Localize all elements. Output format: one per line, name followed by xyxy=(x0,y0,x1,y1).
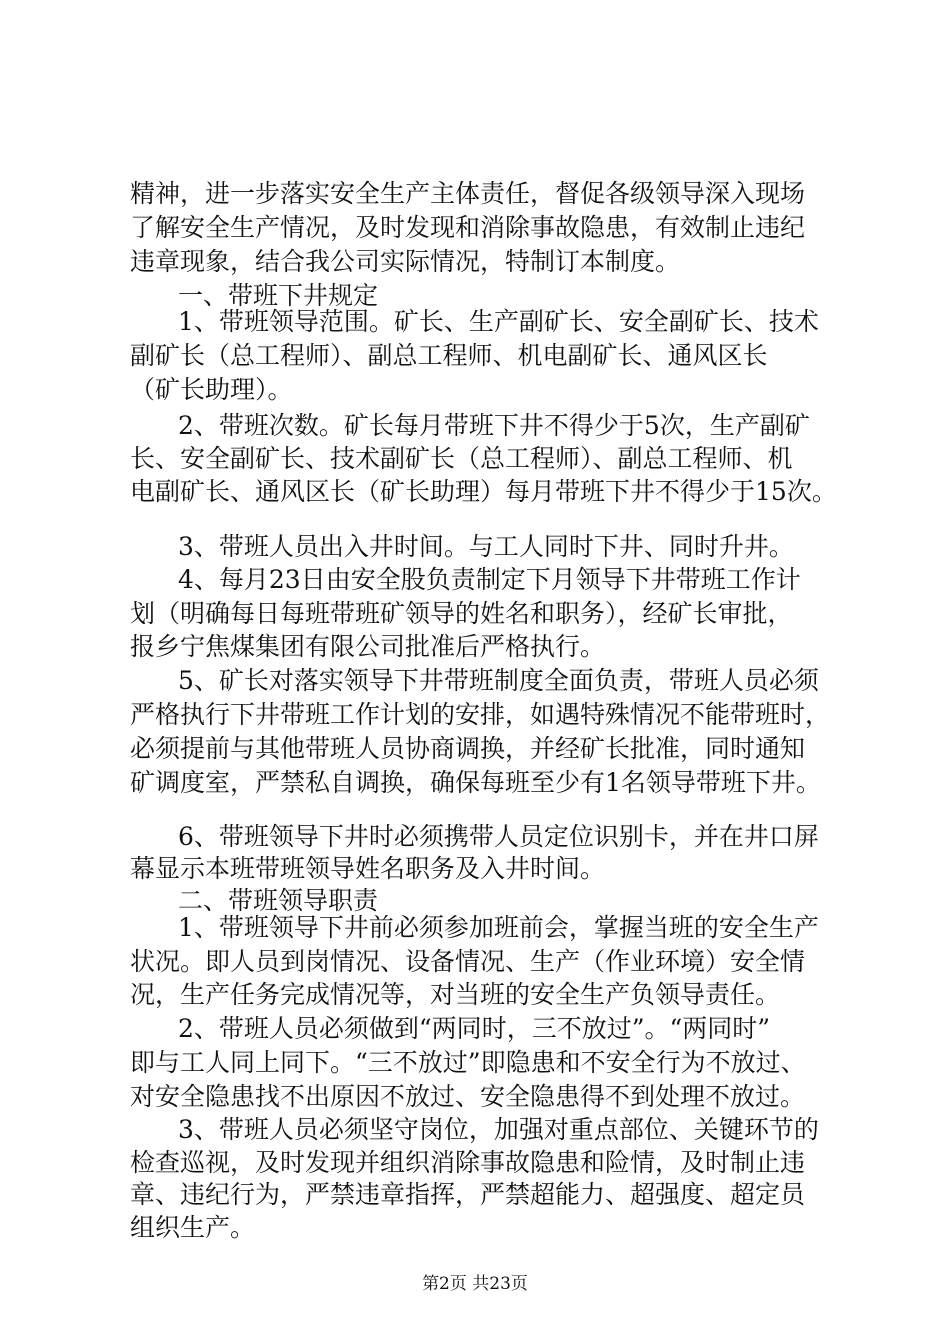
text-line: 3、带班人员必须坚守岗位，加强对重点部位、关键环节的 xyxy=(178,1115,819,1144)
text-line: 严格执行下井带班工作计划的安排，如遇特殊情况不能带班时， xyxy=(130,700,831,729)
text-line: 3、带班人员出入井时间。与工人同时下井、同时升井。 xyxy=(178,532,794,561)
text-line: 电副矿长、通风区长（矿长助理）每月带班下井不得少于15次。 xyxy=(130,477,837,506)
text-line: 报乡宁焦煤集团有限公司批准后严格执行。 xyxy=(130,632,606,661)
text-line: 1、带班领导下井前必须参加班前会，掌握当班的安全生产 xyxy=(178,913,819,942)
text-line: 幕显示本班带班领导姓名职务及入井时间。 xyxy=(130,854,606,883)
text-line: 况，生产任务完成情况等，对当班的安全生产负领导责任。 xyxy=(130,980,781,1009)
section-heading: 一、带班下井规定 xyxy=(178,281,379,310)
text-line: 2、带班次数。矿长每月带班下井不得少于5次，生产副矿 xyxy=(178,411,810,440)
text-line: 精神，进一步落实安全生产主体责任，督促各级领导深入现场 xyxy=(130,179,806,208)
text-line: 了解安全生产情况，及时发现和消除事故隐患，有效制止违纪 xyxy=(130,213,806,242)
text-line: 必须提前与其他带班人员协商调换，并经矿长批准，同时通知 xyxy=(130,734,806,763)
text-line: 划（明确每日每班带班矿领导的姓名和职务），经矿长审批， xyxy=(130,599,793,628)
text-line: 即与工人同上同下。“三不放过”即隐患和不安全行为不放过、 xyxy=(130,1048,806,1077)
text-line: 状况。即人员到岗情况、设备情况、生产（作业环境）安全情 xyxy=(130,947,806,976)
text-line: 副矿长（总工程师）、副总工程师、机电副矿长、通风区长 xyxy=(130,341,768,370)
text-line: 违章现象，结合我公司实际情况，特制订本制度。 xyxy=(130,247,681,276)
text-line: 长、安全副矿长、技术副矿长（总工程师）、副总工程师、机 xyxy=(130,444,793,473)
text-line: 对安全隐患找不出原因不放过、安全隐患得不到处理不放过。 xyxy=(130,1082,806,1111)
text-line: 2、带班人员必须做到“两同时，三不放过”。“两同时” xyxy=(178,1014,771,1043)
text-line: 检查巡视，及时发现并组织消除事故隐患和险情，及时制止违 xyxy=(130,1148,806,1177)
text-line: 组织生产。 xyxy=(130,1213,256,1242)
text-line: 4、每月23日由安全股负责制定下月领导下井带班工作计 xyxy=(178,565,801,594)
text-line: （矿长助理）。 xyxy=(130,375,293,404)
text-line: 章、违纪行为，严禁违章指挥，严禁超能力、超强度、超定员 xyxy=(130,1180,806,1209)
text-line: 5、矿长对落实领导下井带班制度全面负责，带班人员必须 xyxy=(178,666,819,695)
text-line: 1、带班领导范围。矿长、生产副矿长、安全副矿长、技术 xyxy=(178,307,819,336)
page-number: 第2页 共23页 xyxy=(422,1274,528,1294)
text-line: 6、带班领导下井时必须携带人员定位识别卡，并在井口屏 xyxy=(178,822,819,851)
text-line: 矿调度室，严禁私自调换，确保每班至少有1名领导带班下井。 xyxy=(130,768,821,797)
section-heading: 二、带班领导职责 xyxy=(178,886,379,915)
